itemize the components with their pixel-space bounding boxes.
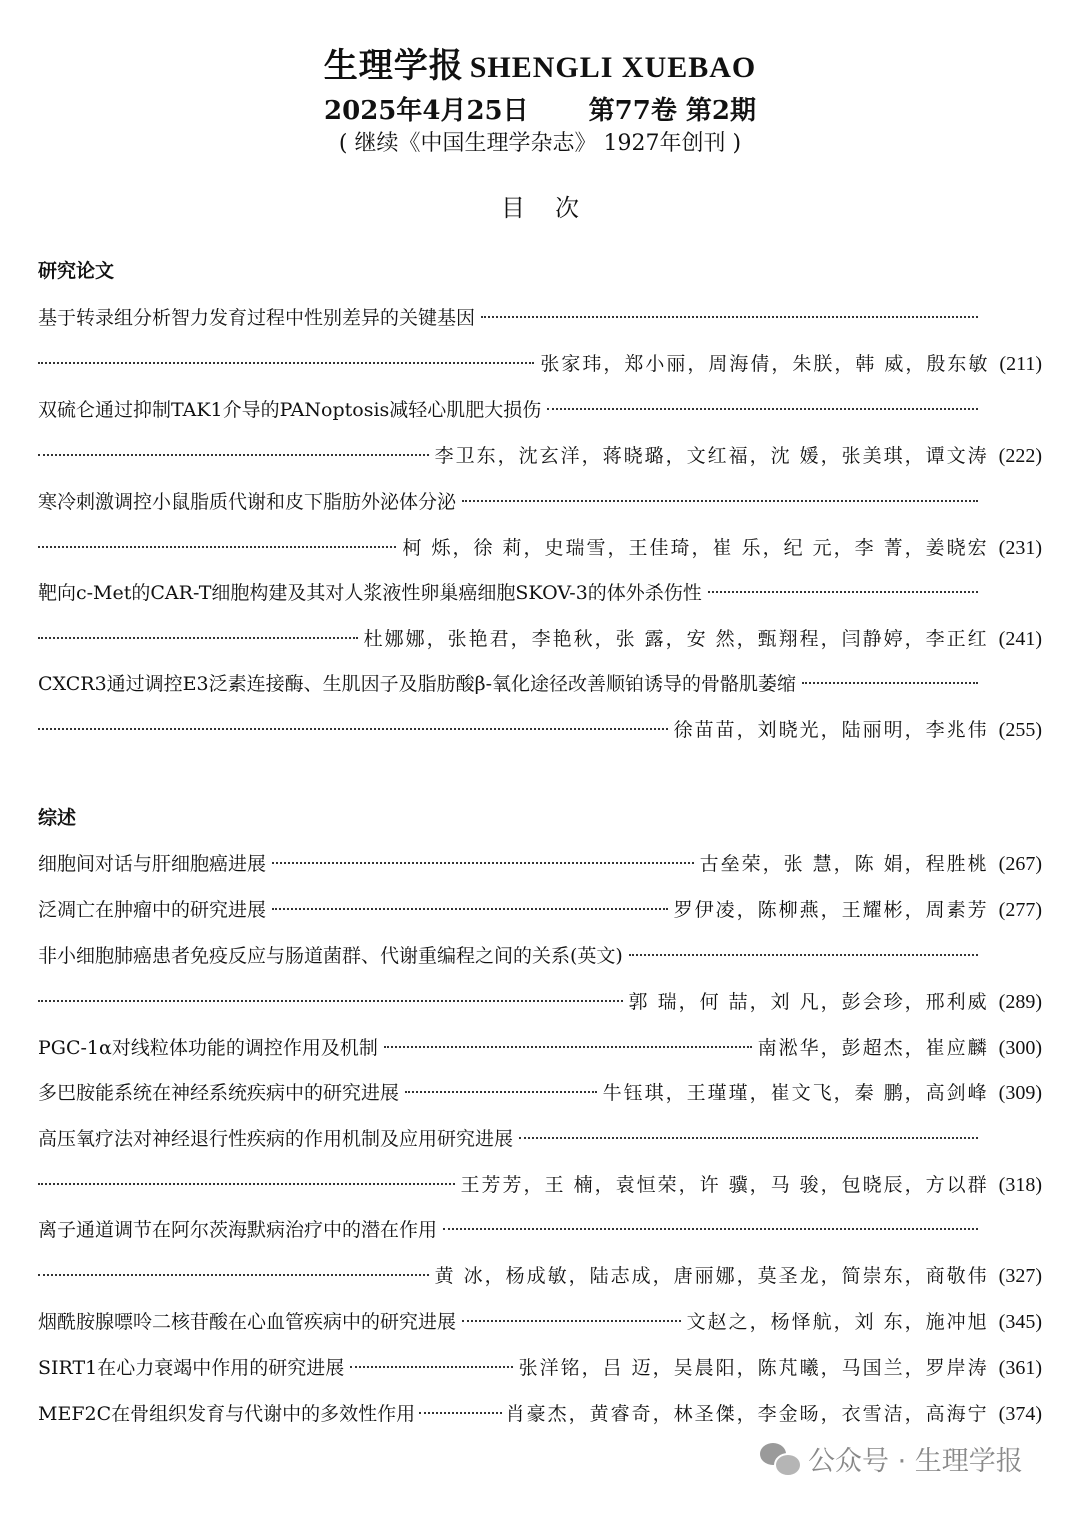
leader-dots: [38, 615, 358, 639]
toc-heading: 目次: [501, 194, 609, 222]
article-authors: 李卫东，沈玄洋，蒋晓璐，文红福，沈 媛，张美琪，谭文涛: [434, 445, 989, 467]
leader-dots: [272, 840, 694, 864]
article-page: (255): [998, 719, 1042, 741]
article-title[interactable]: 泛凋亡在肿瘤中的研究进展: [38, 899, 267, 921]
leader-dots: [481, 294, 978, 318]
leader-dots: [708, 569, 978, 593]
leader-dots: [38, 340, 534, 364]
article-authors: 张洋铭，吕 迈，吴晨阳，陈芃曦，马国兰，罗岸涛: [518, 1357, 989, 1379]
toc-entry[interactable]: [38, 846, 1042, 876]
article-authors: 王芳芳，王 楠，袁恒荣，许 骥，马 骏，包晓辰，方以群: [460, 1174, 989, 1196]
toc-entry-title[interactable]: [38, 392, 1042, 422]
article-authors: 文赵之，杨怿航，刘 东，施冲旭: [686, 1311, 989, 1333]
leader-dots: [462, 478, 978, 502]
toc-entry-title[interactable]: [38, 300, 1042, 330]
article-authors: 徐苗苗，刘晓光，陆丽明，李兆伟: [673, 719, 989, 741]
article-page: (309): [998, 1082, 1042, 1104]
toc-entry[interactable]: [38, 1030, 1042, 1060]
article-authors: 古垒荣，张 慧，陈 娟，程胜桃: [699, 853, 989, 875]
article-title[interactable]: 靶向c-Met的CAR-T细胞构建及其对人浆液性卵巢癌细胞SKOV-3的体外杀伤性: [38, 582, 702, 604]
article-title[interactable]: 非小细胞肺癌患者免疫反应与肠道菌群、代谢重编程之间的关系(英文): [38, 945, 623, 967]
article-authors: 杜娜娜，张艳君，李艳秋，张 露，安 然，甄翔程，闫静婷，李正红: [363, 628, 989, 650]
toc-entry-authors: [38, 438, 1042, 468]
article-page: (267): [998, 853, 1042, 875]
article-title[interactable]: 高压氧疗法对神经退行性疾病的作用机制及应用研究进展: [38, 1128, 514, 1150]
toc-entry-title[interactable]: [38, 575, 1042, 605]
toc-entry-title[interactable]: [38, 1121, 1042, 1151]
leader-dots: [38, 1161, 455, 1185]
journal-title: [0, 38, 1080, 87]
article-page: (231): [998, 537, 1042, 559]
article-authors: 牛钰琪，王瑾瑾，崔文飞，秦 鹏，高剑峰: [602, 1082, 989, 1104]
article-page: (327): [998, 1265, 1042, 1287]
article-title[interactable]: 双硫仑通过抑制TAK1介导的PANoptosis减轻心肌肥大损伤: [38, 399, 542, 421]
leader-dots: [272, 886, 668, 910]
article-title[interactable]: 细胞间对话与肝细胞癌进展: [38, 853, 267, 875]
issue-date: 2025年4月25日: [324, 96, 529, 126]
article-page: (289): [998, 991, 1042, 1013]
journal-title-en: SHENGLI XUEBAO: [469, 51, 757, 84]
section-review-heading: 综述: [38, 807, 77, 829]
article-authors: 柯 烁，徐 莉，史瑞雪，王佳琦，崔 乐，纪 元，李 菁，姜晓宏: [402, 537, 989, 559]
toc-entry-authors: [38, 1258, 1042, 1288]
article-page: (345): [998, 1311, 1042, 1333]
leader-dots: [38, 706, 668, 730]
toc-entry-title[interactable]: [38, 484, 1042, 514]
toc-entry-authors: [38, 621, 1042, 651]
leader-dots: [443, 1206, 978, 1230]
toc-entry-title[interactable]: [38, 1212, 1042, 1242]
wechat-icon: [760, 1441, 800, 1475]
article-title[interactable]: SIRT1在心力衰竭中作用的研究进展: [38, 1357, 345, 1379]
journal-subtitle: ( 继续《中国生理学杂志》 1927年创刊 ): [338, 131, 742, 156]
article-page: (222): [998, 445, 1042, 467]
article-authors: 黄 冰，杨成敏，陆志成，唐丽娜，莫圣龙，简崇东，商敬伟: [434, 1265, 989, 1287]
leader-dots: [519, 1115, 978, 1139]
leader-dots: [419, 1390, 502, 1414]
leader-dots: [350, 1344, 512, 1368]
article-title[interactable]: 离子通道调节在阿尔茨海默病治疗中的潜在作用: [38, 1219, 438, 1241]
leader-dots: [547, 386, 978, 410]
article-title[interactable]: CXCR3通过调控E3泛素连接酶、生肌因子及脂肪酸β-氧化途径改善顺铂诱导的骨骼肌萎缩: [38, 673, 797, 695]
leader-dots: [38, 432, 429, 456]
article-page: (361): [998, 1357, 1042, 1379]
article-page: (318): [998, 1174, 1042, 1196]
article-title[interactable]: 烟酰胺腺嘌呤二核苷酸在心血管疾病中的研究进展: [38, 1311, 457, 1333]
leader-dots: [629, 932, 978, 956]
article-title[interactable]: 寒冷刺激调控小鼠脂质代谢和皮下脂肪外泌体分泌: [38, 491, 457, 513]
toc-entry[interactable]: [38, 1304, 1042, 1334]
article-page: (374): [998, 1403, 1042, 1425]
watermark-text: 公众号 · 生理学报: [808, 1445, 1023, 1477]
section-research-heading: 研究论文: [38, 260, 115, 282]
toc-entry-authors: [38, 1167, 1042, 1197]
article-title[interactable]: PGC-1α对线粒体功能的调控作用及机制: [38, 1037, 378, 1059]
leader-dots: [802, 660, 978, 684]
article-authors: 张家玮，郑小丽，周海倩，朱朕，韩 威，殷东敏: [540, 353, 990, 375]
article-authors: 罗伊凌，陈柳燕，王耀彬，周素芳: [673, 899, 989, 921]
article-authors: 郭 瑞，何 喆，刘 凡，彭会珍，邢利威: [628, 991, 989, 1013]
toc-entry-title[interactable]: [38, 666, 1042, 696]
article-title[interactable]: 基于转录组分析智力发育过程中性别差异的关键基因: [38, 307, 476, 329]
toc-entry[interactable]: [38, 1350, 1042, 1380]
toc-entry[interactable]: [38, 1396, 1042, 1426]
toc-entry-authors: [38, 530, 1042, 560]
leader-dots: [405, 1069, 597, 1093]
toc-entry-authors: [38, 984, 1042, 1014]
article-title[interactable]: 多巴胺能系统在神经系统疾病中的研究进展: [38, 1082, 400, 1104]
leader-dots: [384, 1024, 752, 1048]
leader-dots: [38, 1252, 429, 1276]
toc-entry-title[interactable]: [38, 938, 1042, 968]
article-page: (300): [998, 1037, 1042, 1059]
issue-volume: 第77卷 第2期: [588, 96, 756, 126]
journal-title-cn: 生理学报: [323, 46, 464, 86]
article-title[interactable]: MEF2C在骨组织发育与代谢中的多效性作用: [38, 1403, 416, 1425]
toc-entry-authors: [38, 346, 1042, 376]
article-authors: 肖豪杰，黄睿奇，林圣傑，李金旸，衣雪洁，高海宁: [505, 1403, 989, 1425]
toc-entry[interactable]: [38, 1075, 1042, 1105]
article-page: (277): [998, 899, 1042, 921]
leader-dots: [38, 524, 396, 548]
toc-entry[interactable]: [38, 892, 1042, 922]
toc-entry-authors: [38, 712, 1042, 742]
issue-dateline: [0, 90, 1080, 127]
wechat-watermark: [760, 1436, 1050, 1480]
leader-dots: [462, 1298, 681, 1322]
article-authors: 南淞华，彭超杰，崔应麟: [757, 1037, 989, 1059]
article-page: (211): [999, 353, 1042, 375]
article-page: (241): [998, 628, 1042, 650]
leader-dots: [38, 978, 623, 1002]
